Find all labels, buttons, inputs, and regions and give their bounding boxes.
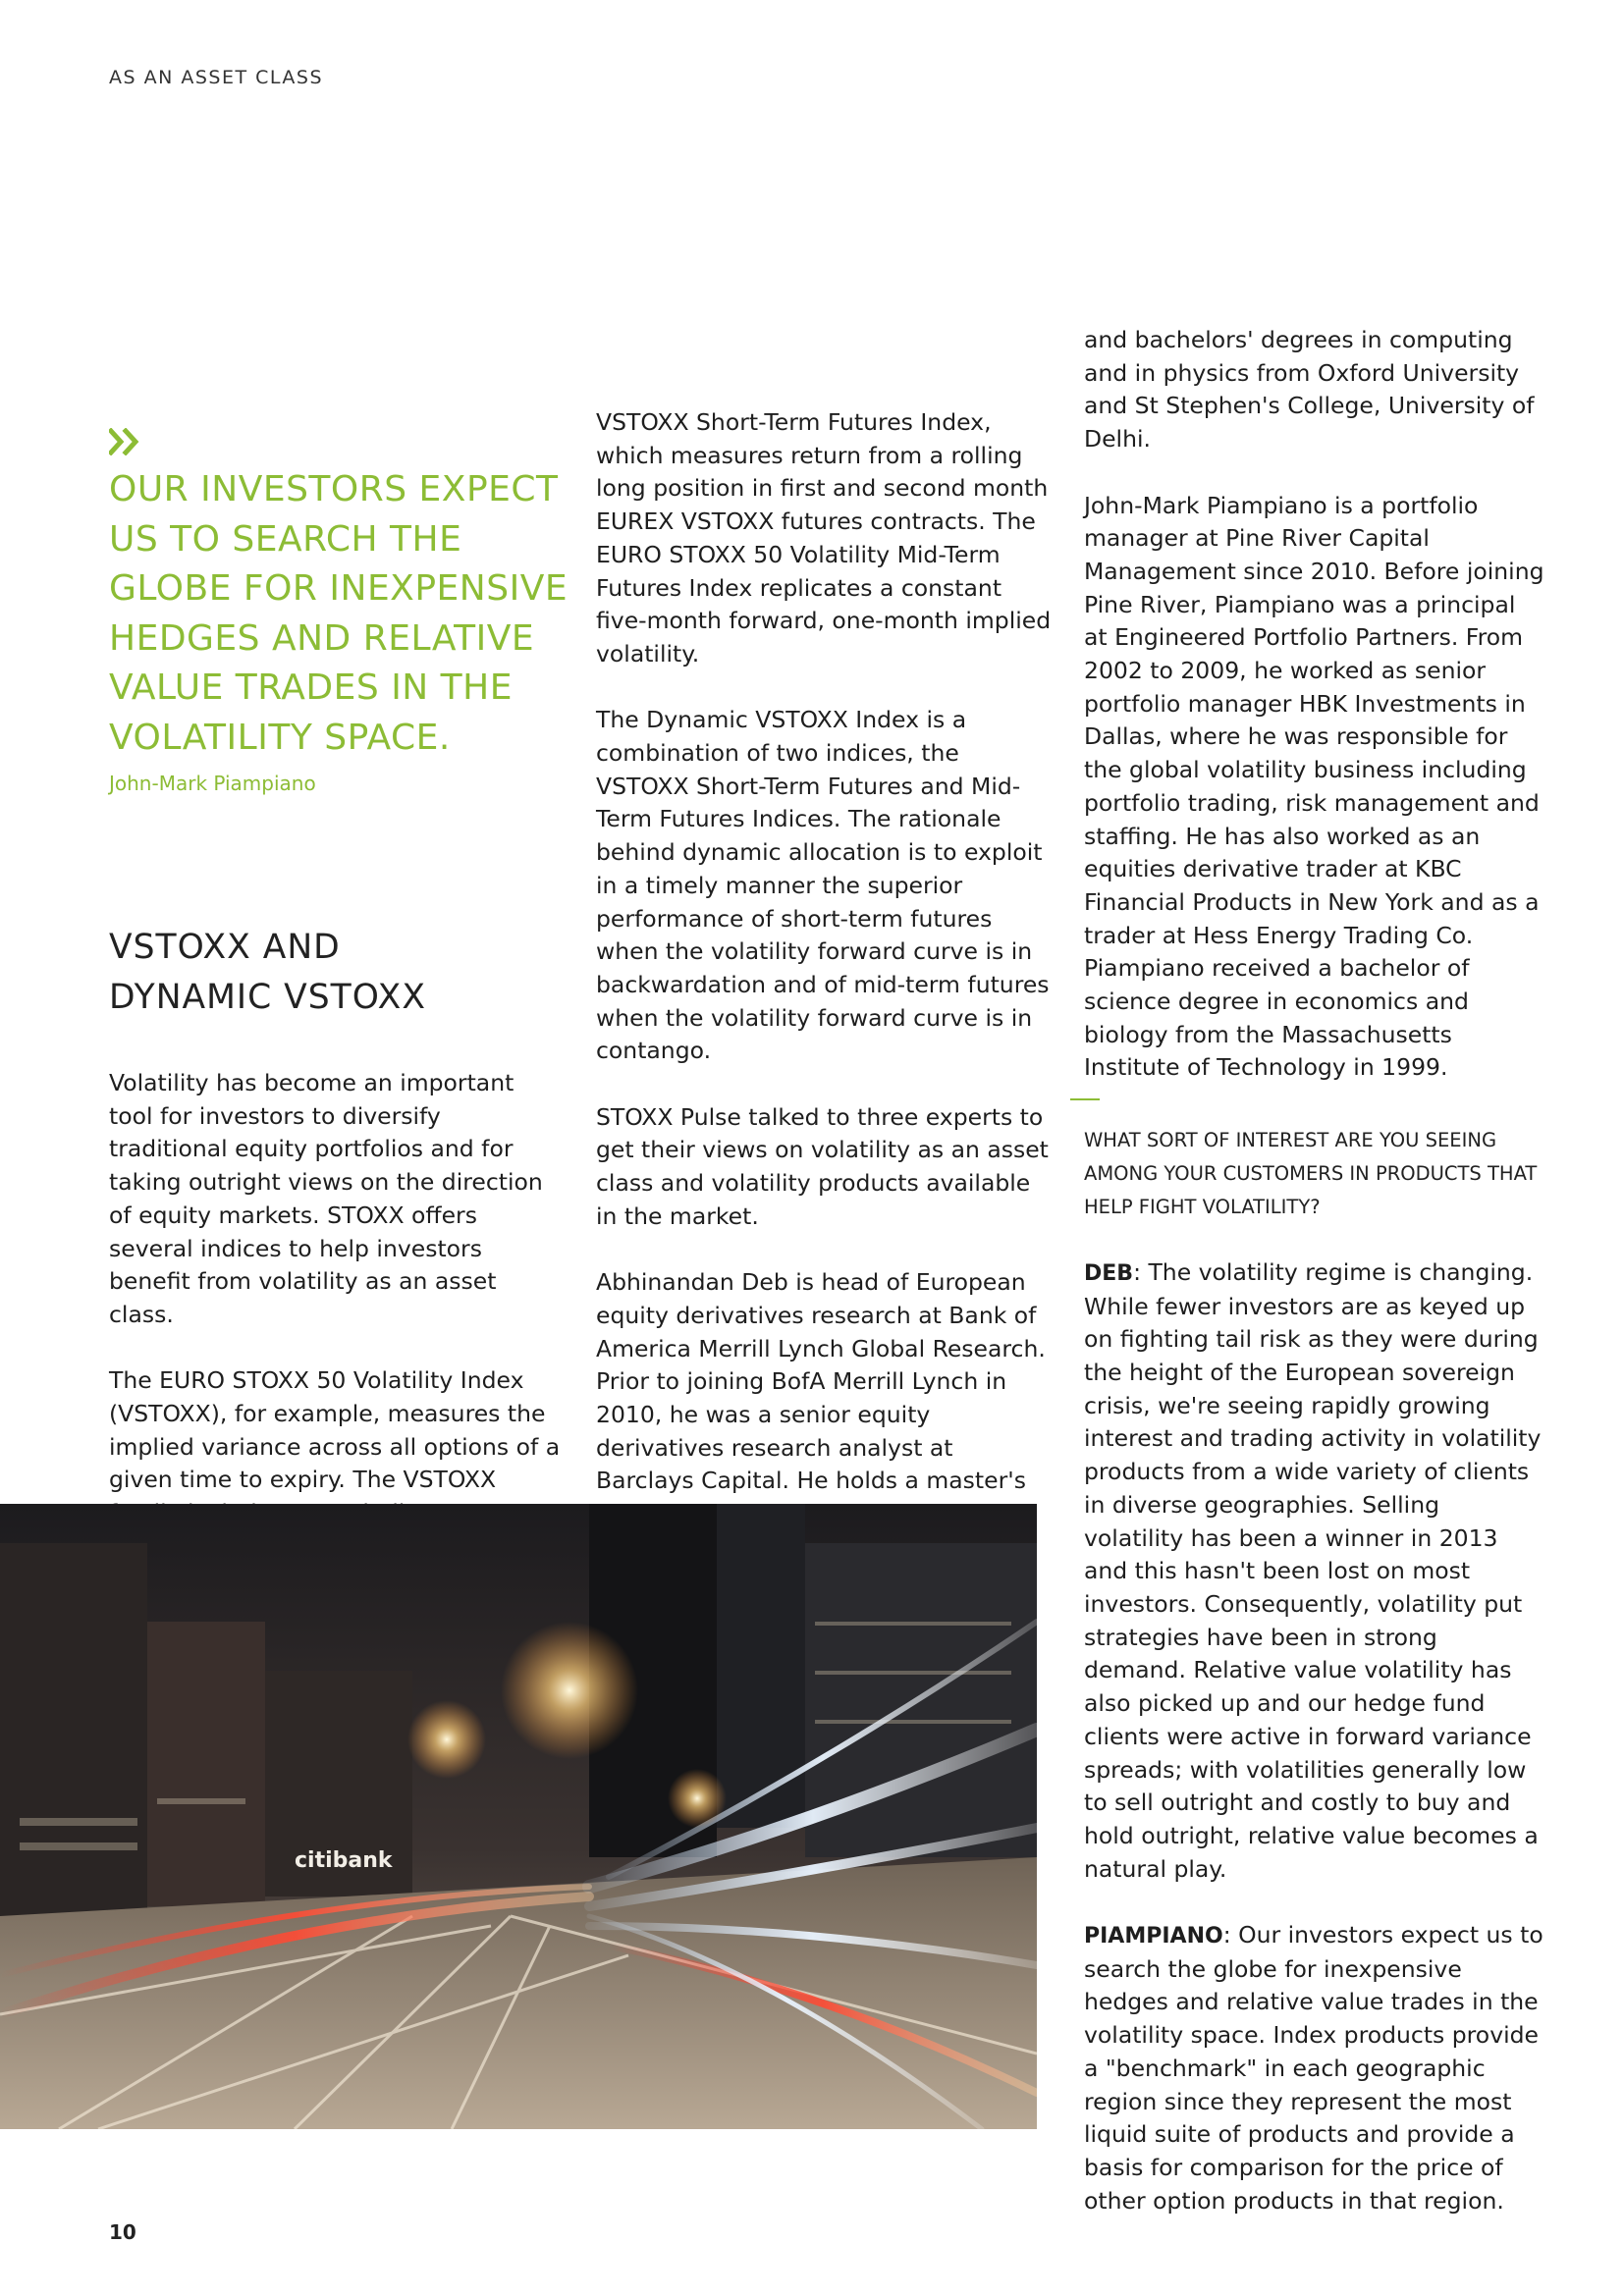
page-number: 10 [109,2220,136,2244]
pull-quote-author: John-Mark Piampiano [109,772,316,795]
answer-text: : The volatility regime is changing. While fewer investors are as keyed up on fighting tail risk as they were during the height of the European sovereign crisis, we're seeing rapidly growing interest and trading activity in volatility products from a wide variety of clients in diverse geographies. Selling volatility has been a winner in 2013 and this hasn't been lost on most investors. Consequently, volatility put strategies have been in strong demand. Relative value volatility has also picked up and our hedge fund clients were active in forward variance spreads; with volatilities generally low to sell outright and costly to buy and hold outright, relative value becomes a natural play. [1084,1257,1542,1883]
column-1 [109,1067,561,1564]
answer-text: : Our investors expect us to search the globe for inexpensive hedges and relative value trades in the volatility space. Index products provide a "benchmark" in each geographic region since they represent the most liquid suite of products and provide a basis for comparison for the price of other option products in that region. [1084,1921,1543,2215]
paragraph: VSTOXX Short-Term Futures Index, which measures return from a rolling long position in first and second month EUREX VSTOXX futures contracts. The EURO STOXX 50 Volatility Mid-Term Futures Index replicates a constant five-month forward, one-month implied volatility. [596,408,1052,667]
interview-answer [1084,1919,1545,2217]
divider [1070,1098,1100,1100]
paragraph: The EURO STOXX 50 Volatility Index (VSTOXX), for example, measures the implied variance across all options of a given time to expiry. The VSTOXX [109,1366,561,1494]
section-title [109,923,561,1022]
interview-answer [1084,1256,1545,1886]
section-title-line: DYNAMIC VSTOXX [109,977,426,1017]
paragraph: and bachelors' degrees in computing and in physics from Oxford University and St Stephen's College, University of Delhi. [1084,326,1535,454]
paragraph: The Dynamic VSTOXX Index is a combination of two indices, the VSTOXX Short-Term Futures and Mid-Term Futures Indices. The rationale behind dynamic allocation is to exploit in a timely manner the superior performance of short-term futures when the volatility forward curve is in backwardation and of mid-term futures when the volatility forward curve is in contango. [596,706,1050,1065]
column-3 [1084,324,1545,2217]
paragraph: Abhinandan Deb is head of European equity derivatives research at Bank of America Merrill Lynch Global Research. Prior to joining BofA Merrill Lynch in 2010, he was a senior equity derivatives research analyst at Barclays Capital. He holds a master's [596,1268,1046,1495]
pull-quote: OUR INVESTORS EXPECT US TO SEARCH THE GLOBE FOR INEXPENSIVE HEDGES AND RELATIVE VALUE TRADES IN THE VOLATILITY SPACE. [109,469,568,758]
speaker-name: DEB [1084,1260,1134,1286]
interview-question: WHAT SORT OF INTEREST ARE YOU SEEING AMONG YOUR CUSTOMERS IN PRODUCTS THAT HELP FIGHT VOLATILITY? [1084,1129,1538,1218]
section-title-line: VSTOXX AND [109,928,341,967]
paragraph: John-Mark Piampiano is a portfolio manager at Pine River Capital Management since 2010. Before joining Pine River, Piampiano was a principal at Engineered Portfolio Partners. From 2002 to 2009, he worked as senior portfolio manager HBK Investments in Dallas, where he was responsible for the global volatility business including portfolio trading, risk management and staffing. He has also worked as an equities derivative trader at KBC Financial Products in New York and as a trader at Hess Energy Trading Co. Piampiano received a bachelor of science degree in economics and biology from the Massachusetts Institute of Technology in 1999. [1084,491,1544,1082]
city-night-photo [0,1504,1037,2129]
paragraph: STOXX Pulse talked to three experts to get their views on volatility as an asset class and volatility products available in the market. [596,1102,1049,1230]
speaker-name: PIAMPIANO [1084,1924,1223,1949]
storefront-sign: citibank [295,1848,393,1873]
double-chevron-right-icon [109,428,142,455]
paragraph: Volatility has become an important tool for investors to diversify traditional equity portfolios and for taking outright views on the direction of equity markets. STOXX offers several indices to help investors benefit from volatility as an asset class. [109,1069,543,1328]
column-2 [596,406,1053,1565]
running-header: AS AN ASSET CLASS [109,67,324,88]
